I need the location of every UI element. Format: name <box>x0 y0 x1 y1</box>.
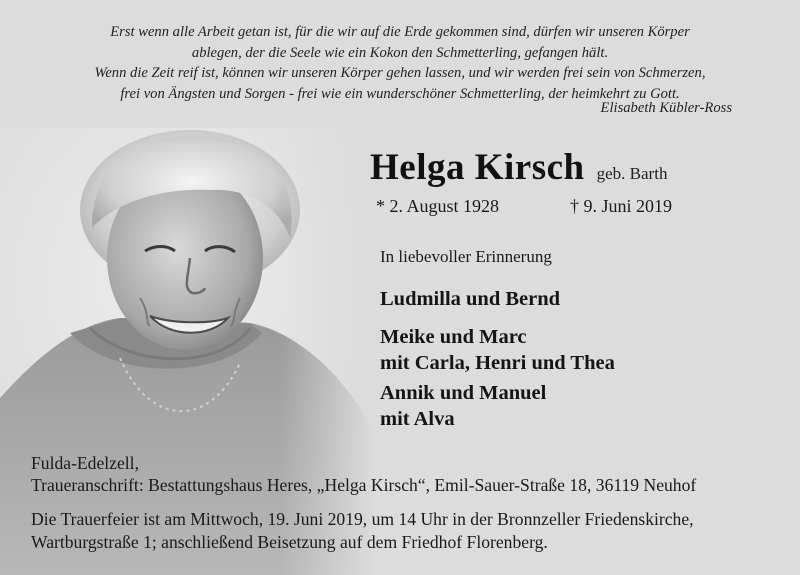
family-line: mit Carla, Henri und Thea <box>380 352 615 374</box>
memory-text: In liebevoller Erinnerung <box>380 247 552 266</box>
mourning-address: Traueranschrift: Bestattungshaus Heres, „Helga Kirsch“, Emil-Sauer-Straße 18, 36119 Neuhof <box>31 475 697 495</box>
death-date: † 9. Juni 2019 <box>570 196 673 216</box>
place-line: Fulda-Edelzell, <box>31 453 139 473</box>
family-line: Ludmilla und Bernd <box>380 288 561 310</box>
ceremony-info-line: Die Trauerfeier ist am Mittwoch, 19. Juni 2019, um 14 Uhr in der Bronnzeller Friedenskirche, <box>31 509 694 529</box>
quote-line: ablegen, der die Seele wie ein Kokon den Schmetterling, gefangen hält. <box>191 44 609 61</box>
deceased-name: Helga Kirsch <box>370 147 585 188</box>
family-line: mit Alva <box>380 408 455 430</box>
family-group <box>380 286 560 312</box>
quote-author: Elisabeth Kübler-Ross <box>600 100 732 116</box>
family-group <box>380 324 615 376</box>
deceased-name-block <box>370 146 667 189</box>
family-line: Annik und Manuel <box>380 382 547 404</box>
family-group <box>380 380 546 432</box>
epigraph-quote <box>20 22 780 104</box>
quote-line: Wenn die Zeit reif ist, können wir unseren Körper gehen lassen, und wir werden frei sein von Schmerzen, <box>94 65 706 81</box>
quote-line: Erst wenn alle Arbeit getan ist, für die wir auf die Erde gekommen sind, dürfen wir unseren Körper <box>110 24 690 40</box>
maiden-name: geb. Barth <box>596 164 668 183</box>
family-line: Meike und Marc <box>380 326 527 348</box>
ceremony-info-line: Wartburgstraße 1; anschließend Beisetzung auf dem Friedhof Florenberg. <box>31 532 548 552</box>
birth-date: * 2. August 1928 <box>376 196 500 216</box>
quote-line: frei von Ängsten und Sorgen - frei wie ein wunderschöner Schmetterling, der heimkehrt zu Gott. <box>120 85 680 102</box>
